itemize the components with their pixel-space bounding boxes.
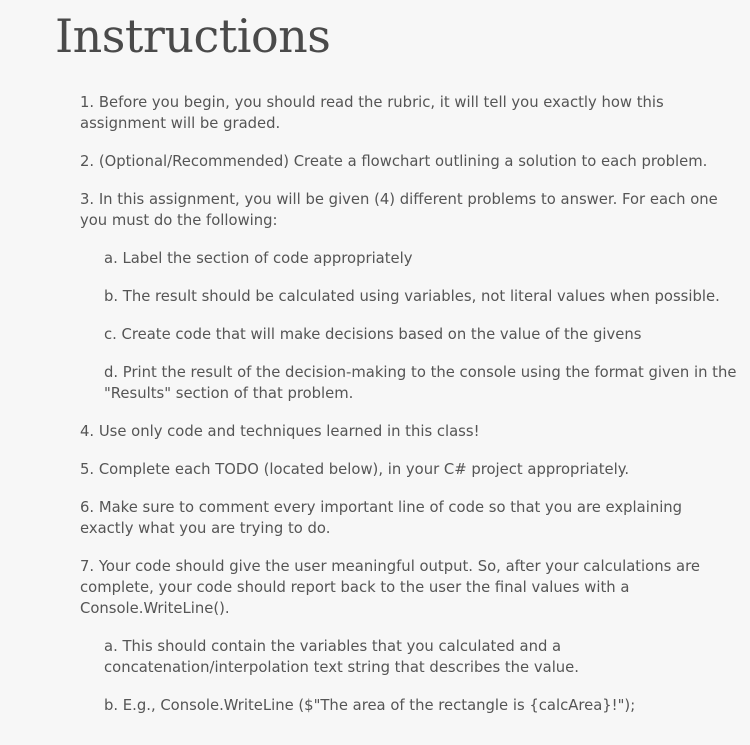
- instruction-text: 6. Make sure to comment every important line of code so that you are explaining exactly what you are trying to do.: [80, 499, 683, 537]
- instruction-item-7: [80, 556, 740, 716]
- sub-instruction-c: c. Create code that will make decisions based on the value of the givens: [104, 326, 642, 343]
- instruction-item-6: [80, 497, 740, 539]
- sub-instruction-d: d. Print the result of the decision-making to the console using the format given in the "Results" section of that problem.: [104, 364, 737, 402]
- instruction-item-3: [80, 189, 740, 404]
- instruction-text: 1. Before you begin, you should read the rubric, it will tell you exactly how this assignment will be graded.: [80, 94, 664, 132]
- sub-instruction-b: b. The result should be calculated using variables, not literal values when possible.: [104, 288, 720, 305]
- instruction-item-2: [80, 151, 740, 172]
- instruction-text: 4. Use only code and techniques learned in this class!: [80, 423, 480, 440]
- sub-instruction-a: a. Label the section of code appropriately: [104, 250, 413, 267]
- page-title: Instructions: [55, 9, 331, 63]
- instructions-list: [80, 92, 740, 733]
- instruction-item-1: [80, 92, 740, 134]
- instruction-text: 7. Your code should give the user meaningful output. So, after your calculations are complete, your code should report back to the user the final values with a Console.WriteLine().: [80, 558, 700, 617]
- instruction-sublist: [80, 636, 740, 716]
- instruction-item-4: [80, 421, 740, 442]
- instruction-text: 3. In this assignment, you will be given (4) different problems to answer. For each one you must do the following:: [80, 191, 718, 229]
- sub-instruction-a: a. This should contain the variables that you calculated and a concatenation/interpolation text string that describes the value.: [104, 638, 579, 676]
- instruction-item-5: [80, 459, 740, 480]
- sub-instruction-b: b. E.g., Console.WriteLine ($"The area of the rectangle is {calcArea}!");: [104, 697, 636, 714]
- instruction-text: 2. (Optional/Recommended) Create a flowchart outlining a solution to each problem.: [80, 153, 708, 170]
- instruction-sublist: [80, 248, 740, 404]
- instruction-text: 5. Complete each TODO (located below), in your C# project appropriately.: [80, 461, 630, 478]
